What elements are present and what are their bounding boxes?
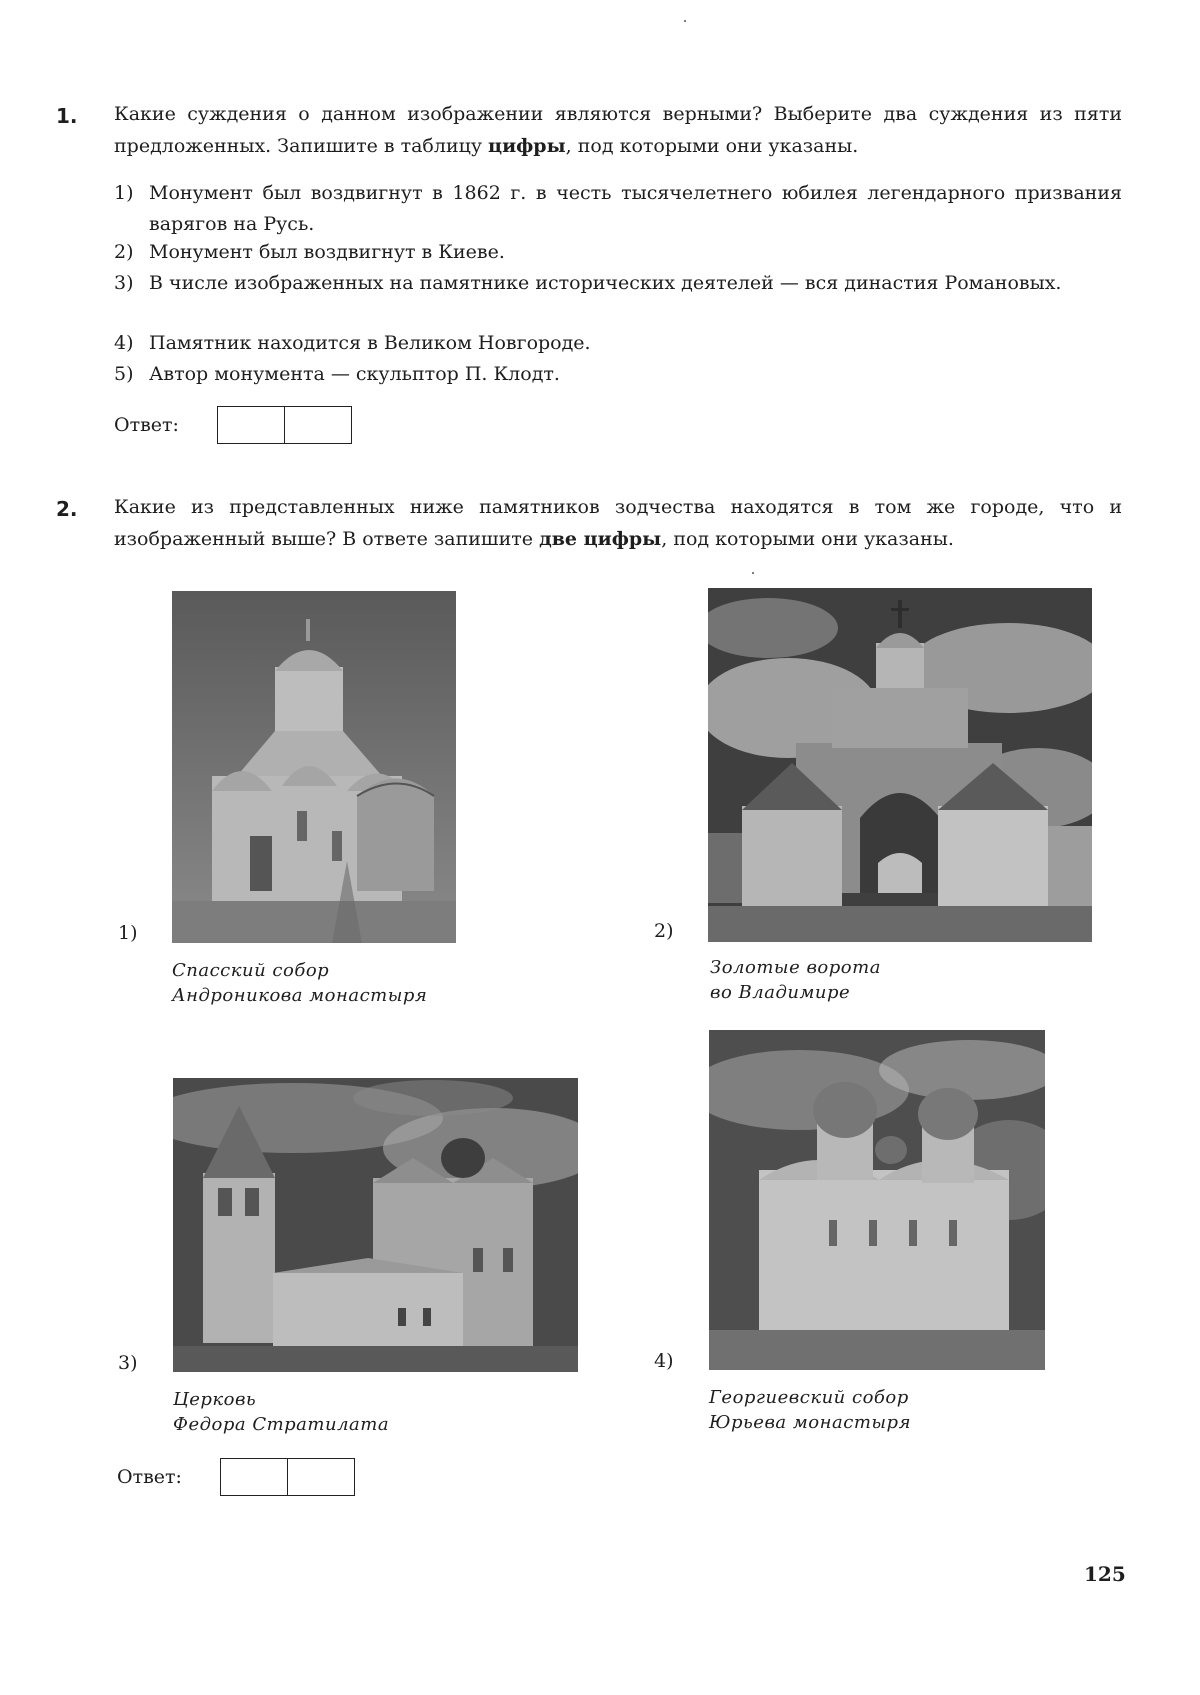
answer-cell-1[interactable] <box>218 407 284 443</box>
caption-line-2: Андроникова монастыря <box>172 985 428 1006</box>
option-text: Автор монумента — скульптор П. Клодт. <box>149 363 560 385</box>
scan-speck <box>752 572 754 574</box>
question-1-emphasis: цифры <box>488 135 566 157</box>
question-1-option-3 <box>114 268 1122 299</box>
question-2-text-end: , под которыми они указаны. <box>661 528 954 550</box>
option-number: 1) <box>114 182 134 204</box>
caption-line-1: Спасский собор <box>172 960 330 981</box>
option-text: Памятник находится в Великом Новгороде. <box>149 332 591 354</box>
answer-label: Ответ: <box>117 1466 182 1488</box>
option-text: Монумент был воздвигнут в 1862 г. в честь тысячелетнего юбилея легендарного призвания варягов на Русь. <box>149 182 1122 235</box>
scan-speck <box>684 20 686 22</box>
question-1-option-2 <box>114 237 1122 268</box>
question-2-answer <box>117 1458 355 1496</box>
option-number: 4) <box>114 332 134 354</box>
figure-4-caption <box>709 1385 911 1435</box>
question-2-emphasis: две цифры <box>539 528 662 550</box>
caption-line-2: Юрьева монастыря <box>709 1412 911 1433</box>
option-text: Монумент был воздвигнут в Киеве. <box>149 241 505 263</box>
church-fyodor-stratilat-photo <box>173 1078 578 1372</box>
answer-cell-2[interactable] <box>287 1459 354 1495</box>
answer-cell-2[interactable] <box>284 407 351 443</box>
spassky-cathedral-photo <box>172 591 456 943</box>
caption-line-1: Церковь <box>173 1389 257 1410</box>
question-1-text <box>114 98 1122 162</box>
question-1-number: 1. <box>56 104 78 128</box>
question-1-option-5 <box>114 359 1122 390</box>
figure-2-number: 2) <box>654 920 674 942</box>
st-george-cathedral-photo <box>709 1030 1045 1370</box>
option-number: 5) <box>114 363 134 385</box>
caption-line-1: Георгиевский собор <box>709 1387 909 1408</box>
question-1-text-part: Какие суждения о данном изображении являются верными? Выберите два суждения из пяти предложенных. Запишите в таблицу <box>114 103 1122 157</box>
question-1-option-4 <box>114 328 1122 359</box>
answer-label: Ответ: <box>114 414 179 436</box>
figure-3-number: 3) <box>118 1352 138 1374</box>
answer-box <box>217 406 352 444</box>
option-number: 3) <box>114 272 134 294</box>
question-2-number: 2. <box>56 497 78 521</box>
figure-1-number: 1) <box>118 922 138 944</box>
question-1-option-1 <box>114 178 1122 240</box>
question-2-text <box>114 491 1122 555</box>
figure-1-caption <box>172 958 427 1008</box>
golden-gate-vladimir-photo <box>708 588 1092 942</box>
option-text: В числе изображенных на памятнике исторических деятелей — вся династия Романовых. <box>149 272 1062 294</box>
question-1-answer <box>114 406 352 444</box>
option-number: 2) <box>114 241 134 263</box>
caption-line-2: Федора Стратилата <box>173 1414 390 1435</box>
figure-2-caption <box>710 955 881 1005</box>
figure-3-caption <box>173 1387 389 1437</box>
figure-4-number: 4) <box>654 1350 674 1372</box>
question-2-text-part: Какие из представленных ниже памятников зодчества находятся в том же городе, что и изображенный выше? В ответе запишите <box>114 496 1122 550</box>
page-number: 125 <box>1084 1562 1126 1586</box>
caption-line-2: во Владимире <box>710 982 851 1003</box>
caption-line-1: Золотые ворота <box>710 957 881 978</box>
answer-cell-1[interactable] <box>221 1459 287 1495</box>
answer-box <box>220 1458 355 1496</box>
question-1-text-end: , под которыми они указаны. <box>565 135 859 157</box>
